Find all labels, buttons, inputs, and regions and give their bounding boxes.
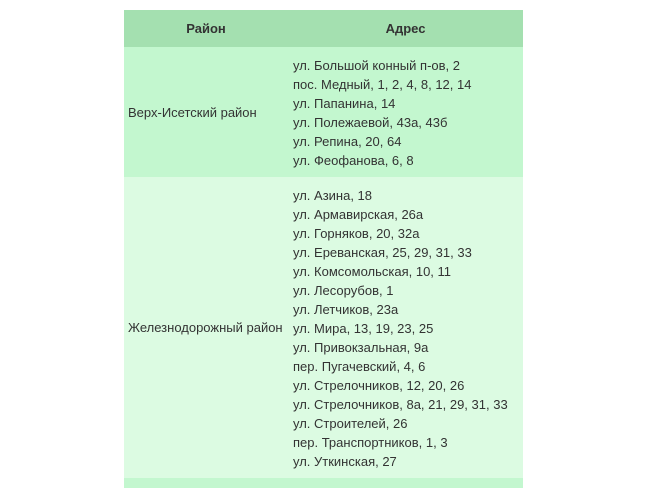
address-item: ул. Строителей, 26: [293, 416, 408, 431]
header-row: [124, 10, 523, 47]
address-item: пос. Медный, 1, 2, 4, 8, 12, 14: [293, 77, 472, 92]
address-item: ул. Папанина, 14: [293, 96, 396, 111]
header-district: Район: [124, 10, 288, 47]
address-item: ул. Летчиков, 23а: [293, 302, 399, 317]
table-row: [124, 47, 523, 177]
address-item: ул. Горняков, 20, 32а: [293, 226, 420, 241]
address-item: ул. Комсомольская, 10, 11: [293, 264, 452, 279]
table-row: [124, 177, 523, 478]
address-table-container: [124, 10, 523, 488]
address-item: ул. Армавирская, 26а: [293, 207, 424, 222]
address-cell: [288, 177, 523, 478]
address-item: ул. Азина, 18: [293, 188, 373, 203]
address-cell-empty: [288, 478, 523, 488]
district-cell: Железнодорожный район: [124, 177, 288, 478]
address-item: ул. Феофанова, 6, 8: [293, 153, 414, 168]
address-item: ул. Большой конный п-ов, 2: [293, 58, 460, 73]
address-cell: [288, 47, 523, 177]
address-item: ул. Репина, 20, 64: [293, 134, 402, 149]
address-item: ул. Уткинская, 27: [293, 454, 397, 469]
address-item: ул. Мира, 13, 19, 23, 25: [293, 321, 434, 336]
table-header: [124, 10, 523, 47]
address-item: ул. Лесорубов, 1: [293, 283, 394, 298]
address-item: ул. Полежаевой, 43а, 43б: [293, 115, 448, 130]
address-item: ул. Привокзальная, 9а: [293, 340, 429, 355]
table-body: [124, 47, 523, 488]
address-item: ул. Стрелочников, 8а, 21, 29, 31, 33: [293, 397, 508, 412]
address-item: ул. Ереванская, 25, 29, 31, 33: [293, 245, 472, 260]
header-address: Адрес: [288, 10, 523, 47]
address-item: ул. Стрелочников, 12, 20, 26: [293, 378, 465, 393]
district-cell: Верх-Исетский район: [124, 47, 288, 177]
address-item: пер. Пугачевский, 4, 6: [293, 359, 426, 374]
district-cell-empty: [124, 478, 288, 488]
address-table: [124, 10, 523, 488]
address-item: пер. Транспортников, 1, 3: [293, 435, 448, 450]
table-row-partial: [124, 478, 523, 488]
